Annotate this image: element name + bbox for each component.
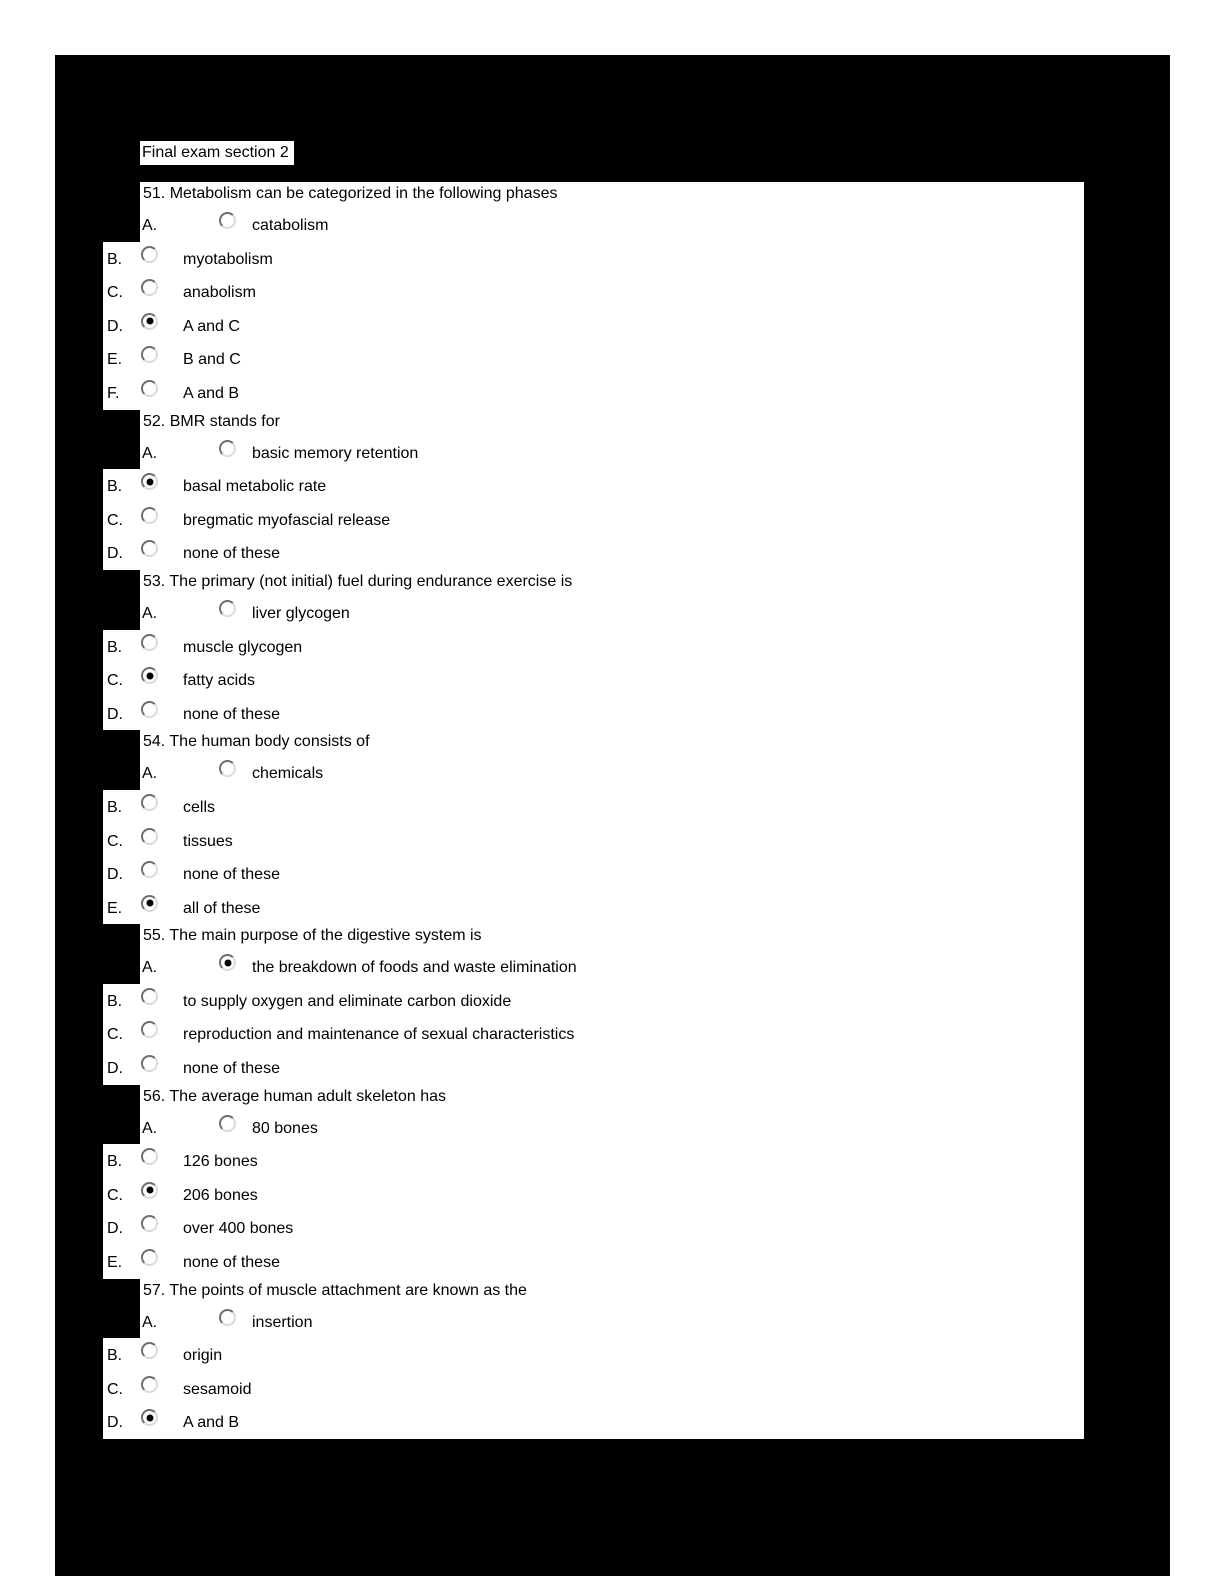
option-main bbox=[140, 1405, 1084, 1439]
option-row bbox=[103, 1305, 1084, 1339]
option-label: 126 bones bbox=[183, 1153, 258, 1171]
option-radio[interactable] bbox=[141, 861, 158, 878]
option-main bbox=[140, 596, 1084, 630]
option-main bbox=[140, 503, 1084, 537]
option-letter-cell bbox=[103, 536, 140, 570]
option-label: none of these bbox=[183, 1060, 280, 1078]
option-row bbox=[103, 1372, 1084, 1406]
option-main bbox=[140, 536, 1084, 570]
exam-form bbox=[103, 182, 1084, 1439]
option-radio[interactable] bbox=[141, 1409, 158, 1426]
option-main bbox=[140, 824, 1084, 858]
option-main bbox=[140, 436, 1084, 470]
option-row bbox=[103, 436, 1084, 470]
question-main bbox=[140, 570, 1084, 596]
option-label: muscle glycogen bbox=[183, 638, 303, 656]
option-row bbox=[103, 1178, 1084, 1212]
option-letter: A. bbox=[142, 217, 158, 234]
option-letter: B. bbox=[107, 250, 123, 268]
option-row bbox=[103, 663, 1084, 697]
option-label: A and B bbox=[183, 1414, 240, 1432]
option-radio[interactable] bbox=[141, 346, 158, 363]
option-main bbox=[140, 950, 1084, 984]
option-letter: E. bbox=[107, 351, 123, 369]
option-letter-cell bbox=[103, 596, 140, 630]
option-row bbox=[103, 536, 1084, 570]
option-letter-cell bbox=[103, 1017, 140, 1051]
option-letter-cell bbox=[103, 275, 140, 309]
option-radio[interactable] bbox=[141, 473, 158, 490]
question-main bbox=[140, 1279, 1084, 1305]
option-letter-cell bbox=[103, 984, 140, 1018]
option-radio[interactable] bbox=[141, 380, 158, 397]
option-main bbox=[140, 1211, 1084, 1245]
option-main bbox=[140, 663, 1084, 697]
option-radio[interactable] bbox=[141, 1055, 158, 1072]
option-letter-cell bbox=[103, 1178, 140, 1212]
question-text: 51. Metabolism can be categorized in the following phases bbox=[143, 185, 558, 202]
option-row bbox=[103, 1144, 1084, 1178]
question-left-gap bbox=[103, 1279, 140, 1305]
option-row bbox=[103, 857, 1084, 891]
option-row bbox=[103, 1405, 1084, 1439]
option-main bbox=[140, 630, 1084, 664]
option-letter-cell bbox=[103, 1305, 140, 1339]
option-letter: A. bbox=[142, 765, 158, 783]
option-label: A and C bbox=[183, 317, 240, 335]
option-letter: B. bbox=[107, 1347, 123, 1365]
option-main bbox=[140, 1338, 1084, 1372]
question-row bbox=[103, 1085, 1084, 1111]
option-main bbox=[140, 1051, 1084, 1085]
option-letter-cell bbox=[103, 1211, 140, 1245]
option-main bbox=[140, 756, 1084, 790]
option-label: basic memory retention bbox=[252, 444, 419, 462]
option-label: A and B bbox=[183, 384, 240, 402]
question-left-gap bbox=[103, 730, 140, 756]
option-label: bregmatic myofascial release bbox=[183, 511, 391, 529]
option-radio[interactable] bbox=[141, 828, 158, 845]
option-row bbox=[103, 1245, 1084, 1279]
option-radio[interactable] bbox=[141, 1249, 158, 1266]
option-main bbox=[140, 1017, 1084, 1051]
option-letter-cell bbox=[103, 891, 140, 925]
option-label: all of these bbox=[183, 899, 261, 917]
option-row bbox=[103, 275, 1084, 309]
option-letter-cell bbox=[103, 1051, 140, 1085]
option-letter-cell bbox=[103, 1245, 140, 1279]
option-main bbox=[140, 376, 1084, 410]
option-row bbox=[103, 1211, 1084, 1245]
option-letter-cell bbox=[103, 342, 140, 376]
option-letter-cell bbox=[103, 469, 140, 503]
option-letter: C. bbox=[107, 1026, 123, 1044]
option-label: origin bbox=[183, 1347, 223, 1365]
option-row bbox=[103, 790, 1084, 824]
option-radio[interactable] bbox=[141, 1182, 158, 1199]
option-row bbox=[103, 630, 1084, 664]
page-title: Final exam section 2 bbox=[140, 141, 294, 165]
question-text: 55. The main purpose of the digestive system is bbox=[143, 927, 482, 945]
option-label: insertion bbox=[252, 1313, 313, 1331]
option-letter: C. bbox=[107, 511, 123, 529]
option-letter: D. bbox=[107, 317, 123, 335]
option-main bbox=[140, 1245, 1084, 1279]
option-label: cells bbox=[183, 798, 216, 816]
option-letter: E. bbox=[107, 1254, 123, 1272]
option-label: to supply oxygen and eliminate carbon dioxide bbox=[183, 992, 512, 1010]
option-letter: A. bbox=[142, 959, 158, 977]
option-radio[interactable] bbox=[141, 1215, 158, 1232]
option-letter: A. bbox=[142, 604, 158, 622]
option-radio[interactable] bbox=[219, 440, 236, 457]
option-row bbox=[103, 208, 1084, 242]
option-row bbox=[103, 1051, 1084, 1085]
option-radio[interactable] bbox=[219, 1309, 236, 1326]
option-letter-cell bbox=[103, 630, 140, 664]
question-text: 52. BMR stands for bbox=[143, 412, 280, 430]
question-main bbox=[140, 410, 1084, 436]
option-main bbox=[140, 697, 1084, 731]
option-main bbox=[140, 790, 1084, 824]
question-left-gap bbox=[103, 1085, 140, 1111]
option-main bbox=[140, 1144, 1084, 1178]
option-label: none of these bbox=[183, 545, 280, 563]
option-letter-cell bbox=[103, 1372, 140, 1406]
question-left-gap bbox=[103, 570, 140, 596]
option-letter-cell bbox=[103, 857, 140, 891]
option-letter: D. bbox=[107, 705, 123, 723]
option-row bbox=[103, 756, 1084, 790]
question-main bbox=[140, 924, 1084, 950]
option-main bbox=[140, 309, 1084, 343]
option-letter-cell bbox=[103, 663, 140, 697]
question-row bbox=[103, 1279, 1084, 1305]
option-letter: E. bbox=[107, 899, 123, 917]
option-letter: A. bbox=[142, 1119, 158, 1137]
option-row bbox=[103, 1338, 1084, 1372]
option-letter: B. bbox=[107, 638, 123, 656]
option-radio[interactable] bbox=[141, 701, 158, 718]
option-letter-cell bbox=[103, 1144, 140, 1178]
option-letter: F. bbox=[107, 384, 120, 402]
option-label: anabolism bbox=[183, 284, 256, 302]
option-radio[interactable] bbox=[141, 895, 158, 912]
option-radio[interactable] bbox=[141, 313, 158, 330]
option-label: reproduction and maintenance of sexual characteristics bbox=[183, 1026, 575, 1044]
option-main bbox=[140, 1305, 1084, 1339]
option-row bbox=[103, 242, 1084, 276]
option-row bbox=[103, 309, 1084, 343]
option-letter: C. bbox=[107, 672, 123, 690]
option-main bbox=[140, 1372, 1084, 1406]
option-letter: C. bbox=[107, 1186, 123, 1204]
option-row bbox=[103, 891, 1084, 925]
option-letter: A. bbox=[142, 444, 158, 462]
option-letter-cell bbox=[103, 309, 140, 343]
option-main bbox=[140, 984, 1084, 1018]
question-main bbox=[140, 730, 1084, 756]
option-main bbox=[140, 1111, 1084, 1145]
option-radio[interactable] bbox=[141, 1148, 158, 1165]
option-main bbox=[140, 275, 1084, 309]
option-radio[interactable] bbox=[141, 507, 158, 524]
option-letter-cell bbox=[103, 790, 140, 824]
option-label: myotabolism bbox=[183, 250, 273, 268]
option-radio[interactable] bbox=[219, 760, 236, 777]
option-row bbox=[103, 697, 1084, 731]
option-row bbox=[103, 1017, 1084, 1051]
option-letter: B. bbox=[107, 1153, 123, 1171]
option-label: liver glycogen bbox=[252, 604, 350, 622]
option-main bbox=[140, 242, 1084, 276]
option-label: tissues bbox=[183, 832, 233, 850]
question-main bbox=[140, 182, 1084, 208]
option-label: catabolism bbox=[252, 217, 329, 234]
option-radio[interactable] bbox=[141, 794, 158, 811]
option-radio[interactable] bbox=[219, 1115, 236, 1132]
option-letter-cell bbox=[103, 436, 140, 470]
option-radio[interactable] bbox=[219, 954, 236, 971]
option-radio[interactable] bbox=[141, 540, 158, 557]
option-row bbox=[103, 596, 1084, 630]
option-letter: B. bbox=[107, 798, 123, 816]
option-letter: D. bbox=[107, 866, 123, 884]
option-letter-cell bbox=[103, 376, 140, 410]
option-row bbox=[103, 950, 1084, 984]
option-letter: B. bbox=[107, 992, 123, 1010]
question-text: 54. The human body consists of bbox=[143, 733, 370, 751]
option-letter: D. bbox=[107, 1220, 123, 1238]
option-radio[interactable] bbox=[141, 246, 158, 263]
question-left-gap bbox=[103, 410, 140, 436]
option-letter-cell bbox=[103, 950, 140, 984]
option-letter: C. bbox=[107, 284, 123, 302]
option-row bbox=[103, 984, 1084, 1018]
option-label: sesamoid bbox=[183, 1380, 252, 1398]
option-row bbox=[103, 503, 1084, 537]
option-label: 206 bones bbox=[183, 1186, 258, 1204]
option-row bbox=[103, 376, 1084, 410]
option-letter: B. bbox=[107, 478, 123, 496]
question-left-gap bbox=[103, 182, 140, 208]
option-label: the breakdown of foods and waste elimination bbox=[252, 959, 577, 977]
question-main bbox=[140, 1085, 1084, 1111]
option-main bbox=[140, 208, 1084, 242]
option-letter: C. bbox=[107, 832, 123, 850]
question-row bbox=[103, 182, 1084, 208]
question-left-gap bbox=[103, 924, 140, 950]
option-radio[interactable] bbox=[141, 634, 158, 651]
option-letter-cell bbox=[103, 697, 140, 731]
option-letter-cell bbox=[103, 1338, 140, 1372]
option-radio[interactable] bbox=[141, 667, 158, 684]
question-row bbox=[103, 410, 1084, 436]
option-label: chemicals bbox=[252, 765, 324, 783]
option-letter-cell bbox=[103, 1405, 140, 1439]
option-radio[interactable] bbox=[219, 212, 236, 229]
option-radio[interactable] bbox=[141, 1342, 158, 1359]
option-row bbox=[103, 342, 1084, 376]
option-label: B and C bbox=[183, 351, 241, 369]
option-main bbox=[140, 891, 1084, 925]
option-letter-cell bbox=[103, 242, 140, 276]
option-radio[interactable] bbox=[141, 1376, 158, 1393]
question-text: 53. The primary (not initial) fuel during endurance exercise is bbox=[143, 572, 573, 590]
option-label: fatty acids bbox=[183, 672, 256, 690]
option-letter-cell bbox=[103, 824, 140, 858]
option-row bbox=[103, 1111, 1084, 1145]
option-label: none of these bbox=[183, 705, 280, 723]
option-radio[interactable] bbox=[141, 988, 158, 1005]
option-letter-cell bbox=[103, 208, 140, 242]
option-letter: C. bbox=[107, 1380, 123, 1398]
option-row bbox=[103, 469, 1084, 503]
option-letter: A. bbox=[142, 1313, 158, 1331]
option-letter: D. bbox=[107, 545, 123, 563]
option-letter-cell bbox=[103, 1111, 140, 1145]
option-row bbox=[103, 824, 1084, 858]
option-label: over 400 bones bbox=[183, 1220, 294, 1238]
option-letter-cell bbox=[103, 503, 140, 537]
option-label: none of these bbox=[183, 866, 280, 884]
option-label: basal metabolic rate bbox=[183, 478, 327, 496]
option-main bbox=[140, 1178, 1084, 1212]
option-main bbox=[140, 342, 1084, 376]
question-row bbox=[103, 570, 1084, 596]
question-row bbox=[103, 924, 1084, 950]
question-text: 57. The points of muscle attachment are known as the bbox=[143, 1281, 527, 1299]
question-row bbox=[103, 730, 1084, 756]
option-letter-cell bbox=[103, 756, 140, 790]
option-radio[interactable] bbox=[141, 1021, 158, 1038]
option-letter: D. bbox=[107, 1060, 123, 1078]
question-text: 56. The average human adult skeleton has bbox=[143, 1087, 447, 1105]
option-label: 80 bones bbox=[252, 1119, 318, 1137]
option-label: none of these bbox=[183, 1254, 280, 1272]
option-main bbox=[140, 469, 1084, 503]
option-letter: D. bbox=[107, 1414, 123, 1432]
option-radio[interactable] bbox=[219, 600, 236, 617]
option-main bbox=[140, 857, 1084, 891]
option-radio[interactable] bbox=[141, 279, 158, 296]
